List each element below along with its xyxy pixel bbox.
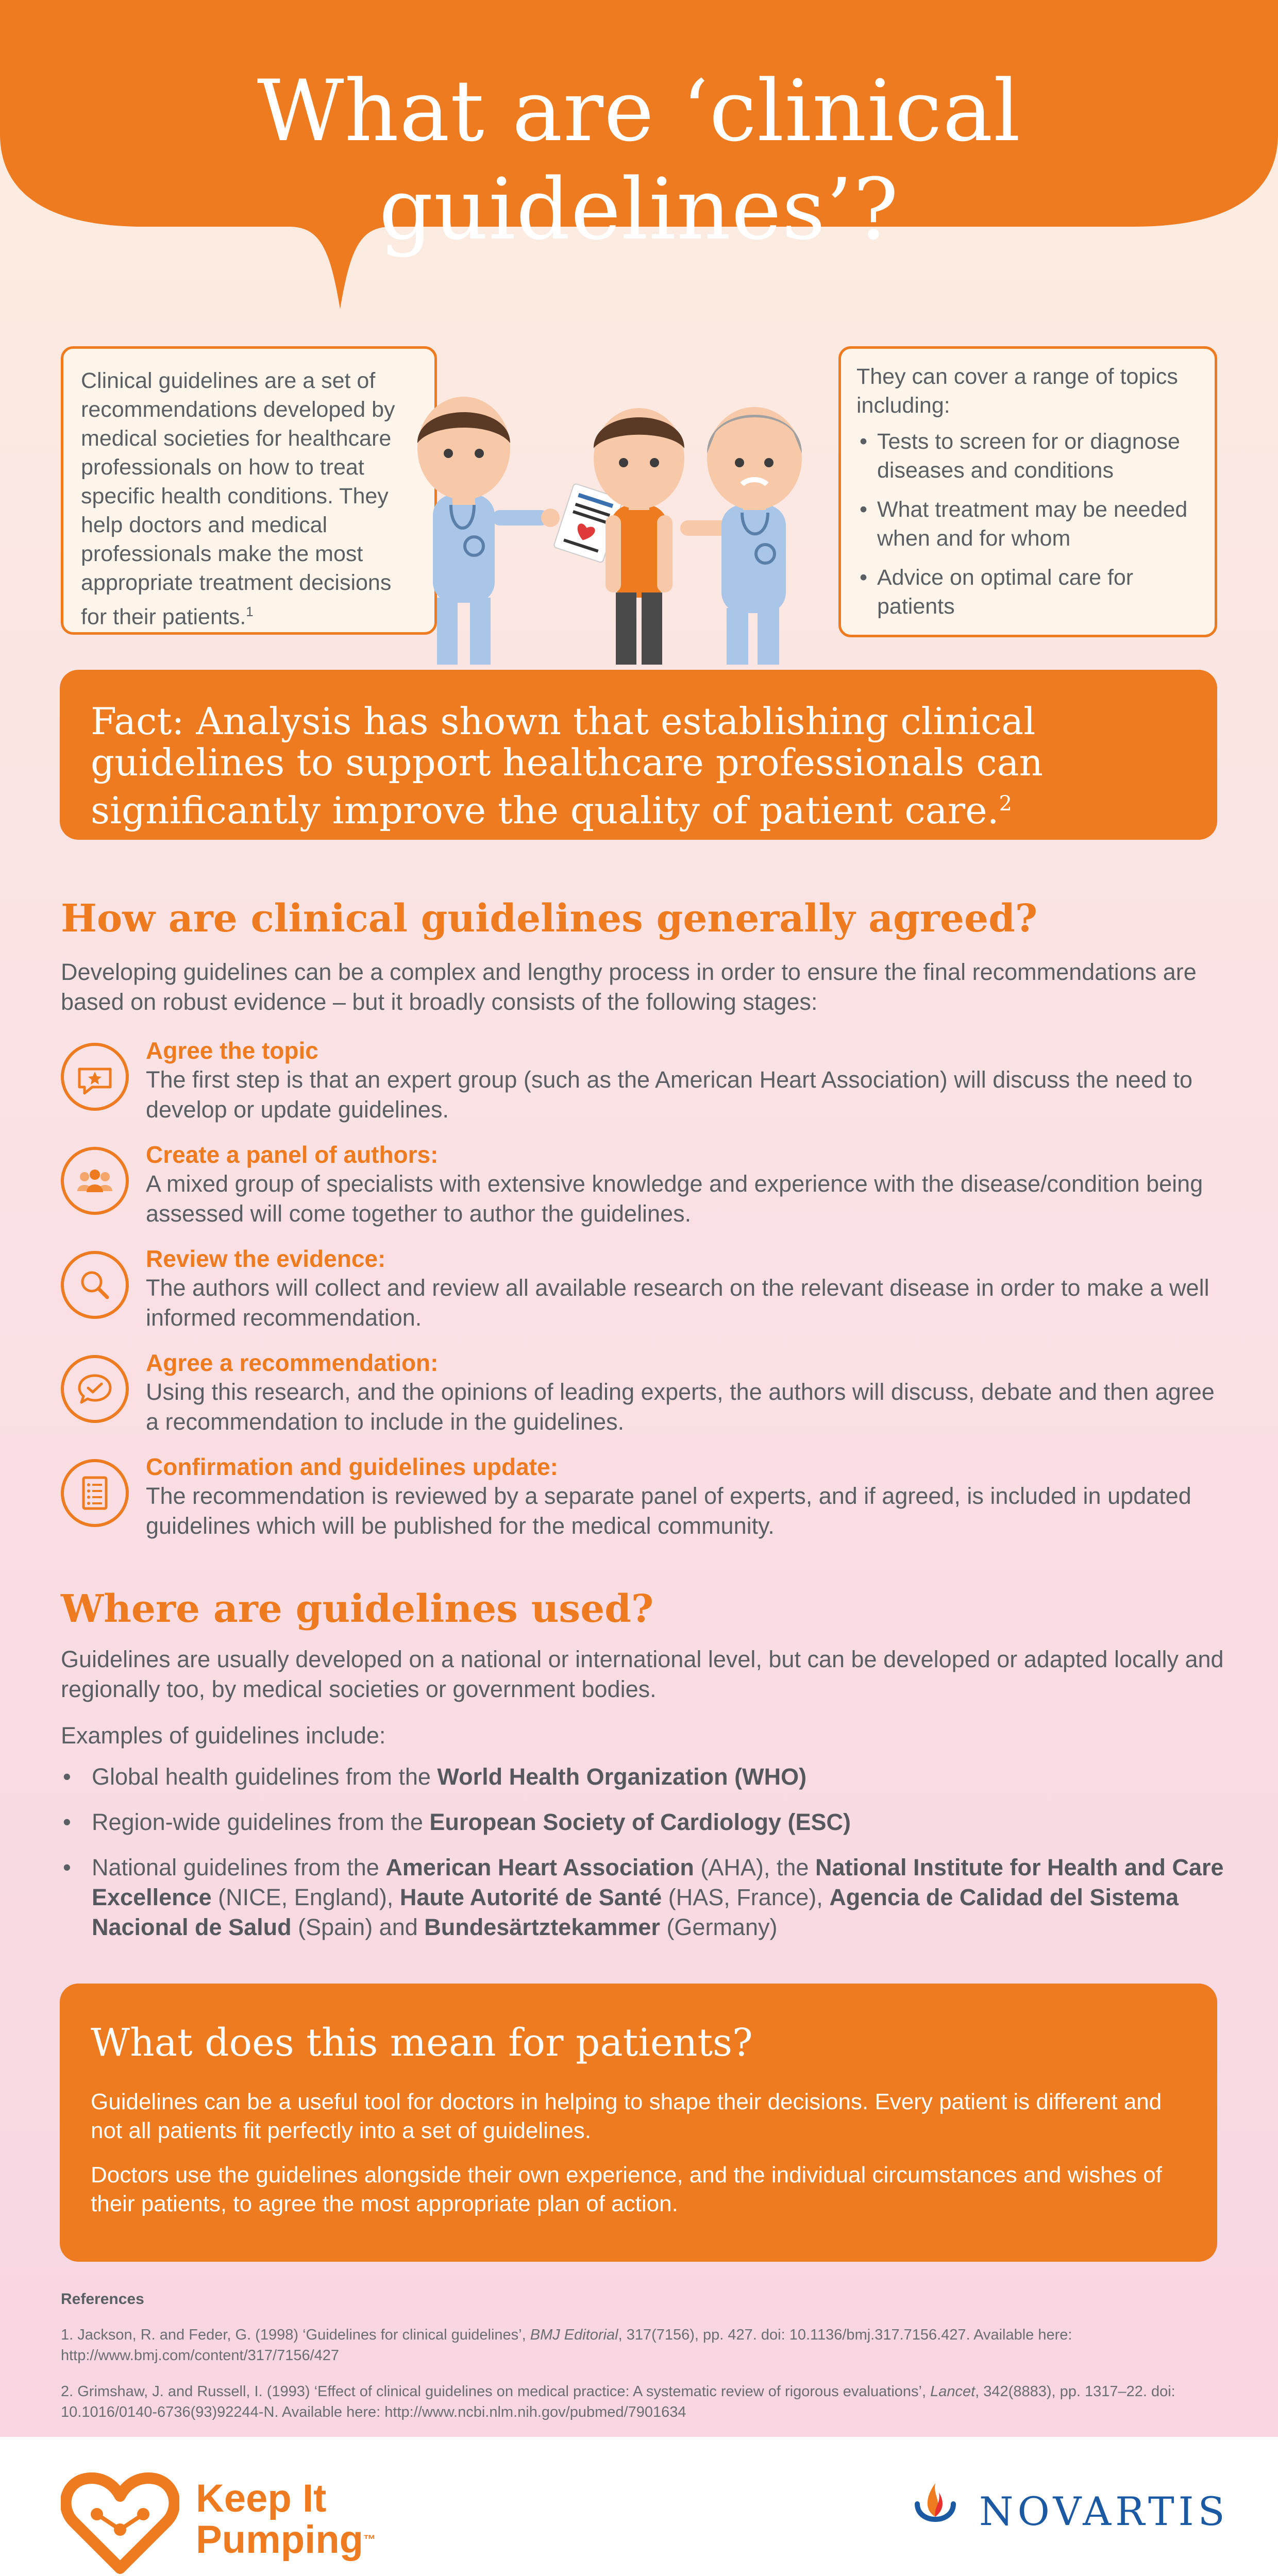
list-item: • National guidelines from the American Heart Association (AHA), the National Institute for Health and Care Excellence (NICE, England), Haute Autorité de Santé (HAS, France), Agencia de Calidad del Sistema Nacional de Salud (Spain) and Bundesärtztekammer (Germany) (61, 1853, 1225, 1942)
doctor-right-figure (680, 407, 802, 665)
check-speech-icon (61, 1355, 129, 1423)
fact-text: Fact: Analysis has shown that establishing clinical guidelines to support healthcare professionals can significantly improve the quality of patient care.$^2$ (91, 700, 1043, 832)
stage-heading: Create a panel of authors: (146, 1141, 439, 1168)
patients-paragraph-1: Guidelines can be a useful tool for doctors in helping to shape their decisions. Every patient is different and not all patients fit perfectly into a set of guidelines. (91, 2089, 1162, 2143)
list-item: • What treatment may be needed when and for whom (856, 495, 1199, 553)
stage-body: A mixed group of specialists with extensive knowledge and experience with the disease/condition being assessed will come together to author the guidelines. (146, 1171, 1203, 1227)
examples-label: Examples of guidelines include: (61, 1722, 386, 1749)
stage-heading: Agree a recommendation: (146, 1349, 439, 1376)
intro-text: Clinical guidelines are a set of recommendations developed by medical societies for healthcare professionals on how to treat specific health conditions. They help doctors and medical professionals make the most appropriate treatment decisions for their patients.$^1$ (81, 368, 395, 630)
stage-review-evidence (61, 1245, 1225, 1337)
stage-heading: Agree the topic (146, 1037, 318, 1064)
patient-figure (594, 408, 684, 665)
list-item: • Global health guidelines from the World Health Organization (WHO) (61, 1762, 1225, 1792)
doctors-and-patient-illustration (402, 381, 866, 670)
where-section-intro: Guidelines are usually developed on a national or international level, but can be developed or adapted locally and regionally too, by medical societies or government bodies. (61, 1646, 1224, 1702)
reference-2: 2. Grimshaw, J. and Russell, I. (1993) ‘Effect of clinical guidelines on medical practice: A systematic review of rigorous evaluations’, Lancet, 342(8883), pp. 1317–22. doi: 10.1016/0140-6736(93)92244-N. Available here: http://www.ncbi.nlm.nih.gov/pubmed/7901634 (61, 2383, 1175, 2420)
stage-agree-recommendation (61, 1349, 1225, 1442)
stage-body: Using this research, and the opinions of leading experts, the authors will discuss, debate and then agree a recommendation to include in the guidelines. (146, 1379, 1215, 1435)
patients-paragraph-2: Doctors use the guidelines alongside their own experience, and the individual circumstances and wishes of their patients, to agree the most appropriate plan of action. (91, 2162, 1162, 2216)
checklist-icon (61, 1459, 129, 1527)
references-title: References (61, 2291, 144, 2308)
how-section-title: How are clinical guidelines generally agreed? (61, 896, 1038, 941)
list-item: • Advice on optimal care for patients (856, 563, 1199, 621)
intro-box (61, 346, 437, 635)
list-item: • Region-wide guidelines from the European Society of Cardiology (ESC) (61, 1807, 1225, 1837)
patients-title: What does this mean for patients? (91, 2021, 753, 2065)
fact-box (60, 670, 1217, 840)
doctor-left-figure (417, 397, 560, 665)
stage-body: The recommendation is reviewed by a separate panel of experts, and if agreed, is included in updated guidelines which will be published for the medical community. (146, 1483, 1191, 1539)
topics-intro: They can cover a range of topics including: (856, 364, 1178, 418)
where-section-title: Where are guidelines used? (61, 1587, 654, 1631)
keep-it-pumping-wordmark: Keep It Pumping™ (196, 2477, 376, 2562)
stage-heading: Confirmation and guidelines update: (146, 1453, 558, 1480)
people-group-icon (61, 1147, 129, 1215)
magnifier-icon (61, 1251, 129, 1319)
stage-body: The authors will collect and review all available research on the relevant disease in order to make a well informed recommendation. (146, 1275, 1209, 1331)
stage-heading: Review the evidence: (146, 1245, 386, 1272)
keep-it-pumping-heart-logo (61, 2468, 179, 2576)
topics-list (856, 427, 1199, 621)
reference-1: 1. Jackson, R. and Feder, G. (1998) ‘Guidelines for clinical guidelines’, BMJ Editorial, 317(7156), pp. 427. doi: 10.1136/bmj.317.7156.427. Available here: http://www.bmj.com/content/317/7156/427 (61, 2327, 1072, 2364)
stage-create-panel (61, 1141, 1225, 1233)
list-item: • Tests to screen for or diagnose diseases and conditions (856, 427, 1199, 485)
topics-box (838, 346, 1217, 637)
patients-box (60, 1984, 1217, 2262)
novartis-wordmark: NOVARTIS (979, 2488, 1229, 2534)
how-section-intro: Developing guidelines can be a complex and lengthy process in order to ensure the final recommendations are based on robust evidence – but it broadly consists of the following stages: (61, 959, 1197, 1015)
novartis-flame-logo (907, 2478, 964, 2535)
examples-list (61, 1762, 1225, 1958)
stage-confirmation-update (61, 1453, 1225, 1546)
page-title: What are ‘clinical guidelines’? (257, 62, 1021, 259)
stage-body: The first step is that an expert group (such as the American Heart Association) will discuss the need to develop or update guidelines. (146, 1066, 1192, 1123)
stage-agree-topic (61, 1037, 1225, 1129)
star-speech-icon (61, 1043, 129, 1111)
